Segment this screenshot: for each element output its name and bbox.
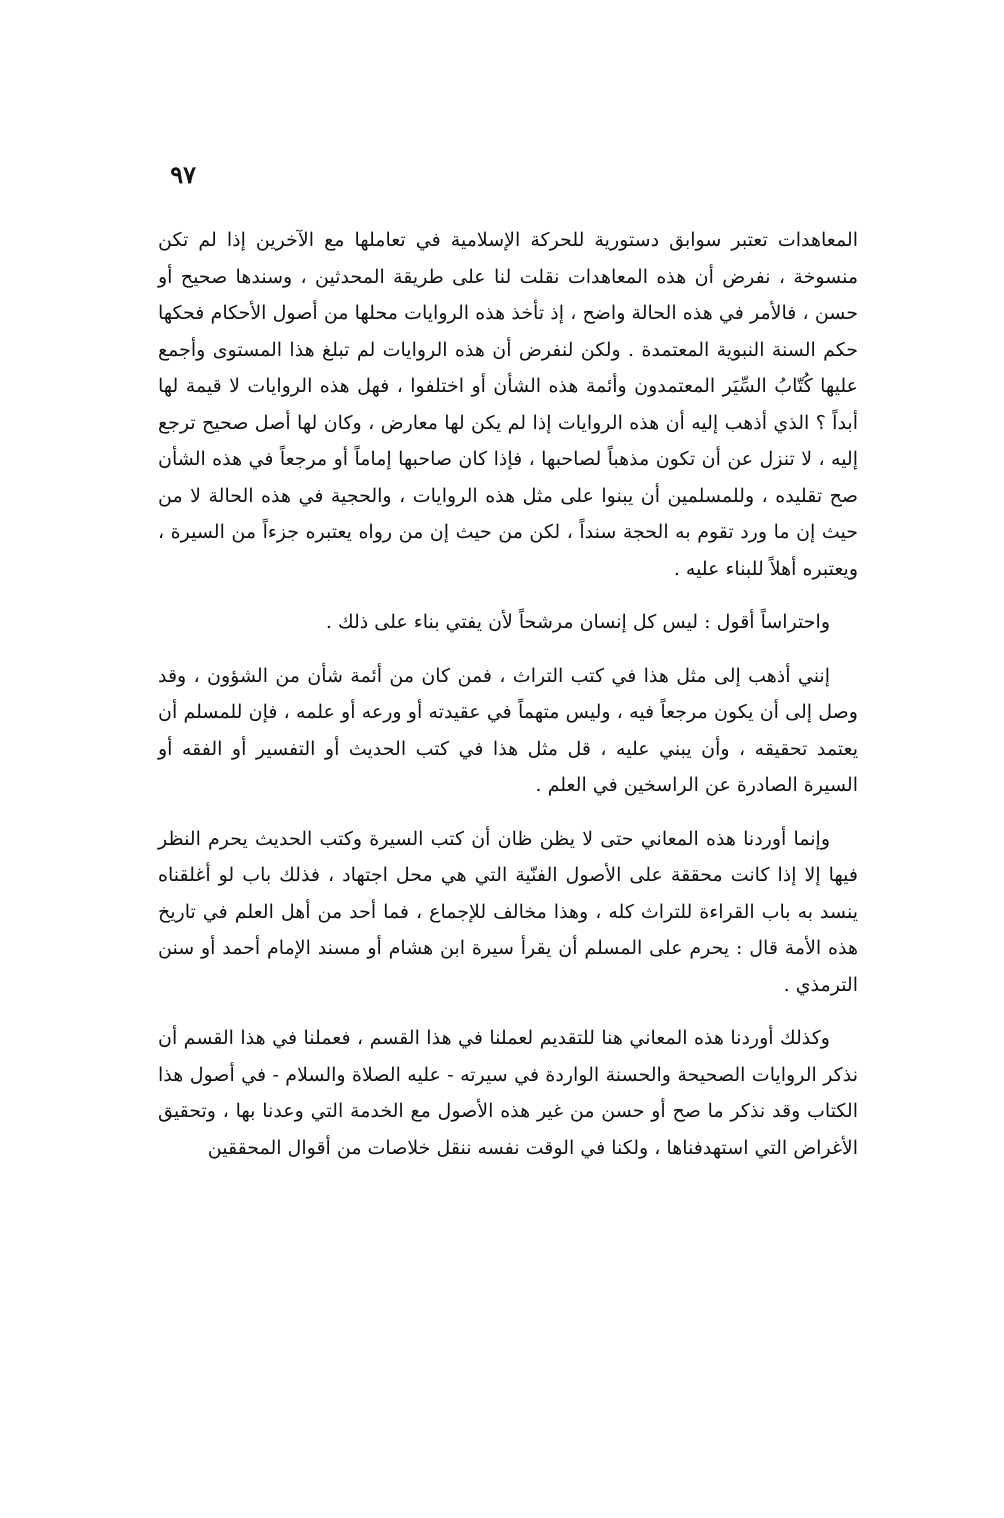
paragraph-5: وكذلك أوردنا هذه المعاني هنا للتقديم لعملنا في هذا القسم ، فعملنا في هذا القسم أن نذكر الروايات الصحيحة والحسنة الواردة في سيرته - عليه الصلاة والسلام - في أصول هذا الكتاب وقد نذكر ما صح أو حسن من غير هذه الأصول مع الخدمة التي وعدنا بها ، وتحقيق الأغراض التي استهدفناها ، ولكنا في الوقت نفسه ننقل خلاصات من أقوال المحققين (158, 1027, 858, 1159)
paragraph-4: وإنما أوردنا هذه المعاني حتى لا يظن ظان أن كتب السيرة وكتب الحديث يحرم النظر فيها إلا إذا كانت محققة على الأصول الفنّية التي هي محل اجتهاد ، فذلك باب لو أغلقناه ينسد به باب القراءة للتراث كله ، وهذا مخالف للإجماع ، فما أحد من أهل العلم في تاريخ هذه الأمة قال : يحرم على المسلم أن يقرأ سيرة ابن هشام أو مسند الإمام أحمد أو سنن الترمذي . (158, 827, 858, 996)
paragraph-3: إنني أذهب إلى مثل هذا في كتب التراث ، فمن كان من أئمة شأن من الشؤون ، وقد وصل إلى أن يكون مرجعاً فيه ، وليس متهماً في عقيدته أو ورعه أو علمه ، فإن للمسلم أن يعتمد تحقيقه ، وأن يبني عليه ، قل مثل هذا في كتب الحديث أو التفسير أو الفقه أو السيرة الصادرة عن الراسخين في العلم . (158, 664, 858, 796)
paragraph-1: المعاهدات تعتبر سوابق دستورية للحركة الإسلامية في تعاملها مع الآخرين إذا لم تكن منسوخة ، نفرض أن هذه المعاهدات نقلت لنا على طريقة المحدثين ، وسندها صحيح أو حسن ، فالأمر في هذه الحالة واضح ، إذ تأخذ هذه الروايات محلها من أصول الأحكام فحكها حكم السنة النبوية المعتمدة . ولكن لنفرض أن هذه الروايات لم تبلغ هذا المستوى وأجمع عليها كُتّابُ السِّيَر المعتمدون وأئمة هذه الشأن أو اختلفوا ، فهل هذه الروايات لا قيمة لها أبداً ؟ الذي أذهب إليه أن هذه الروايات إذا لم يكن لها معارض ، وكان لها أصل صحيح ترجع إليه ، لا تنزل عن أن تكون مذهباً لصاحبها ، فإذا كان صاحبها إماماً أو مرجعاً في هذه الشأن صح تقليده ، وللمسلمين أن يبنوا على مثل هذه الروايات ، والحجية في هذه الحالة لا من حيث إن ما ورد تقوم به الحجة سنداً ، لكن من حيث إن من رواه يعتبره جزءاً من السيرة ، ويعتبره أهلاً للبناء عليه . (158, 229, 858, 580)
paragraph-2: واحتراساً أقول : ليس كل إنسان مرشحاً لأن يفتي بناء على ذلك . (325, 611, 830, 633)
body-text (158, 222, 858, 1166)
page-number: ٩٧ (170, 160, 196, 189)
